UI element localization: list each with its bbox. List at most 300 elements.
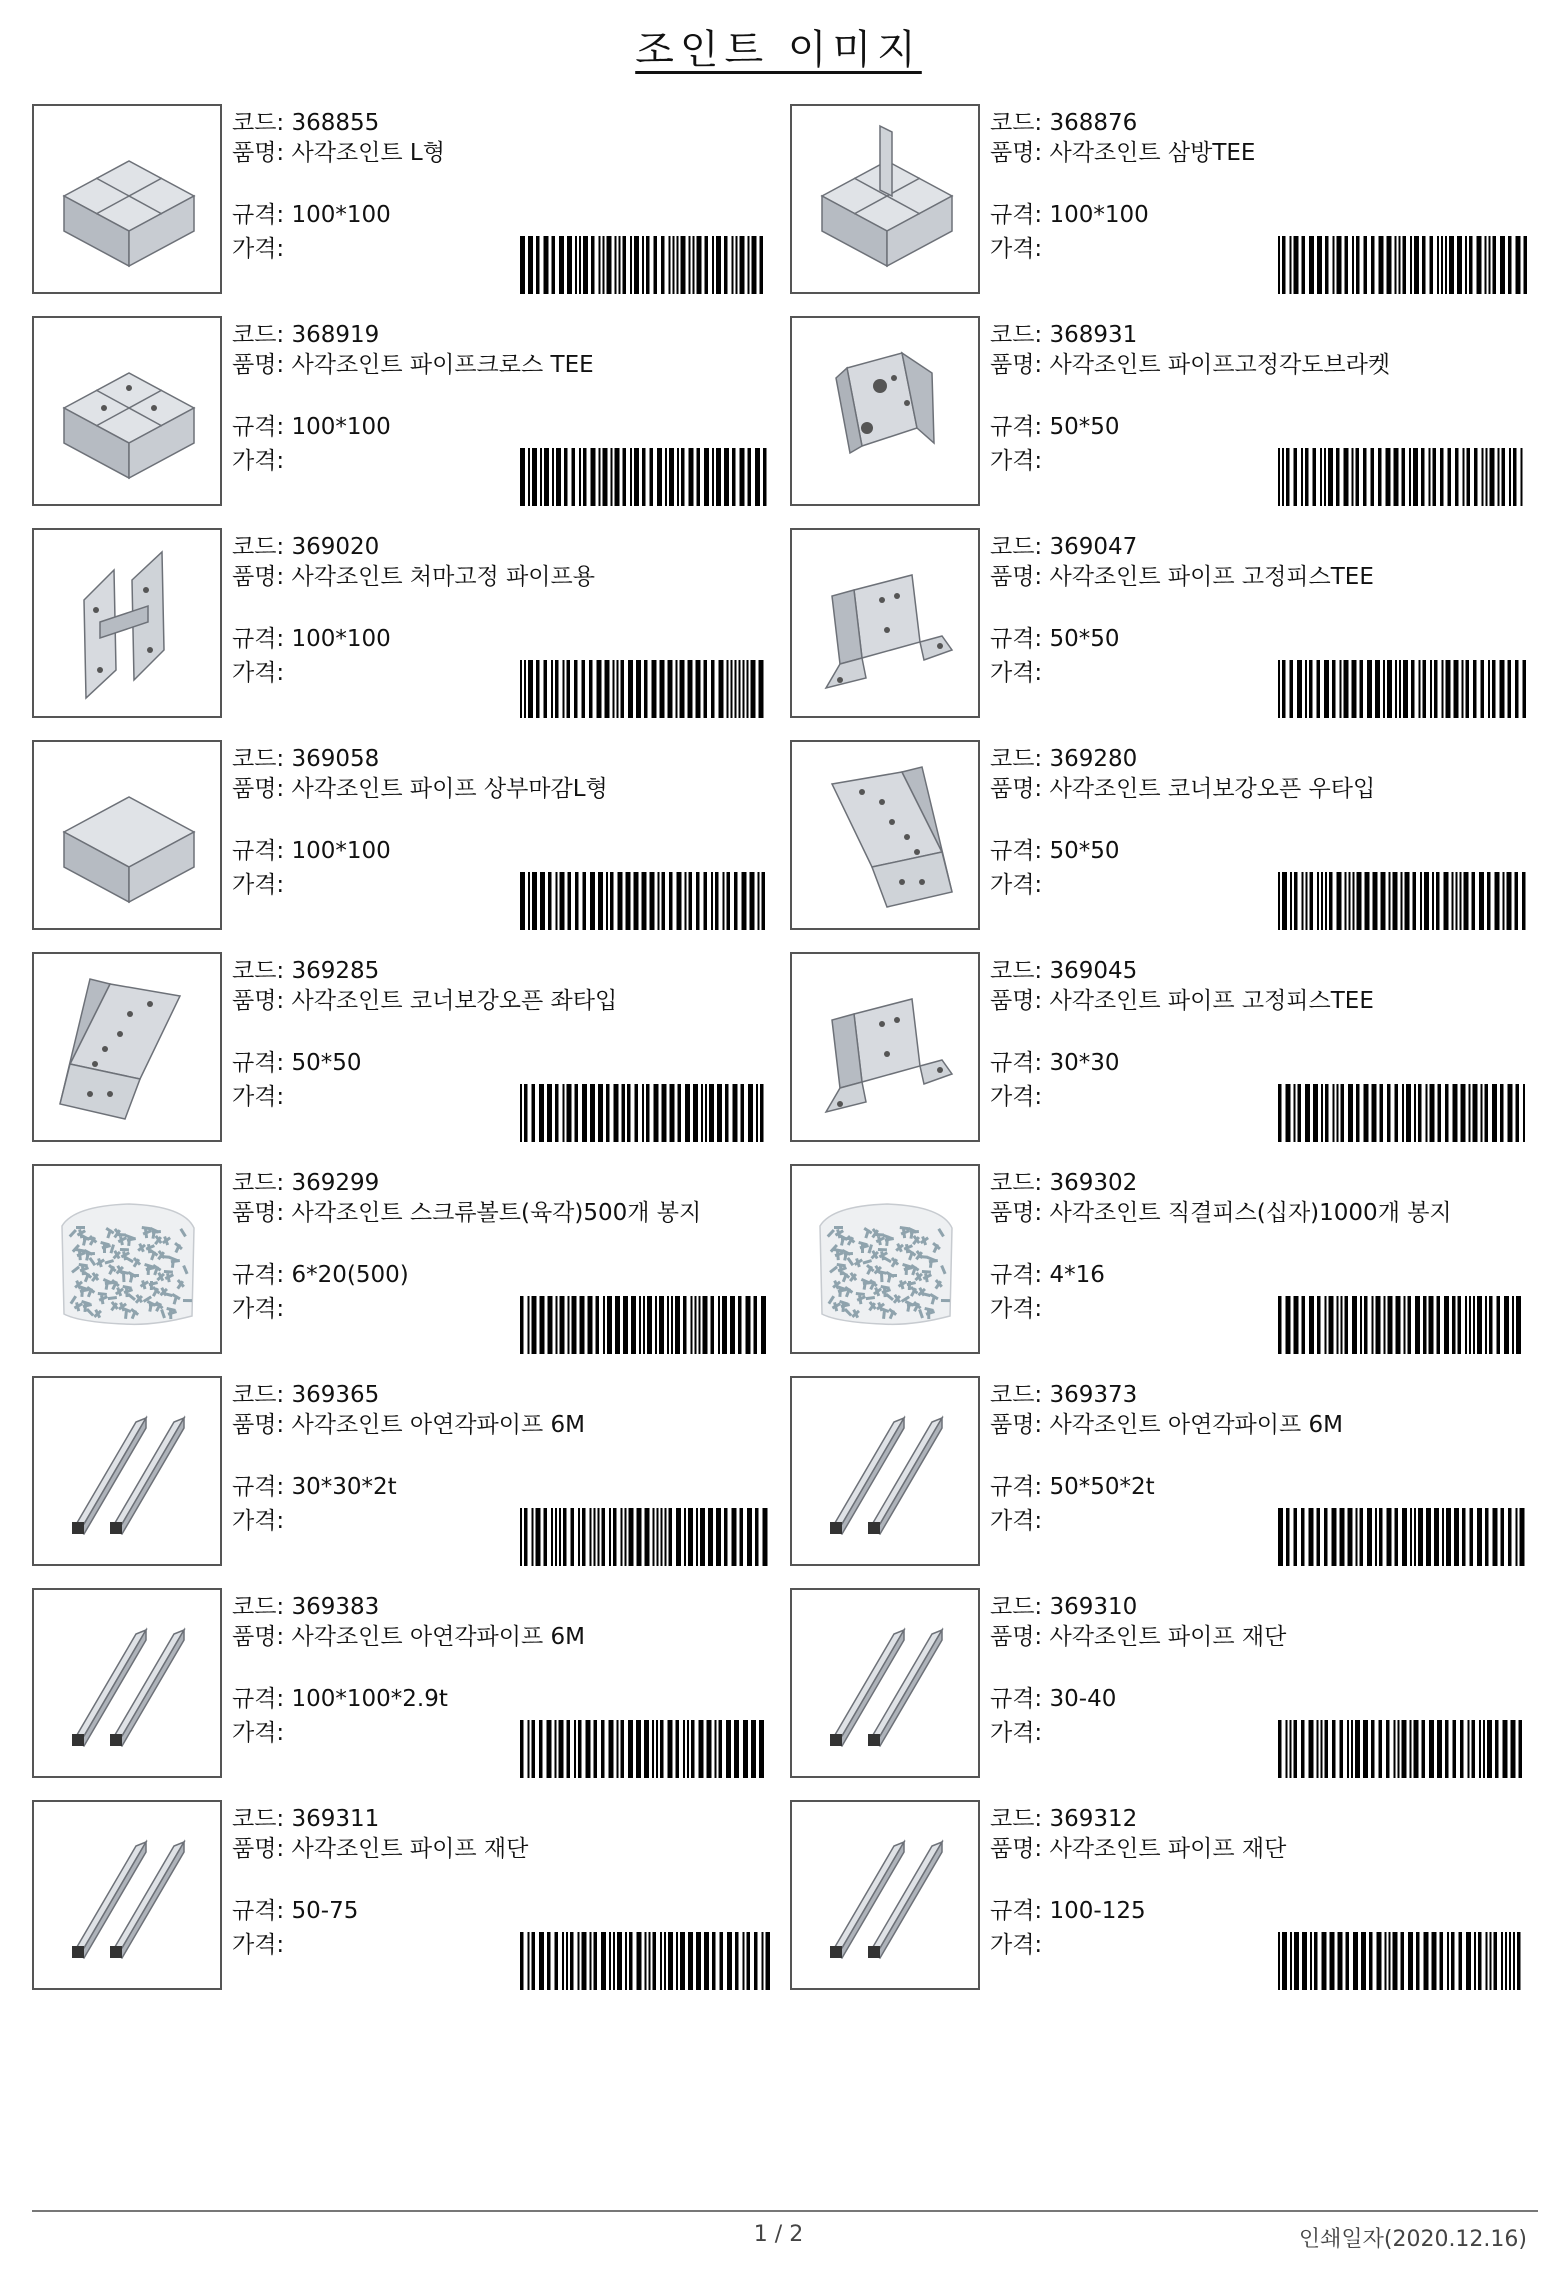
barcode-bar: [560, 1296, 565, 1354]
product-card: [790, 1800, 1530, 1990]
barcode-bar: [1468, 1720, 1470, 1778]
barcode-bar: [655, 1296, 657, 1354]
product-name: 품명: 사각조인트 L형: [232, 140, 445, 166]
barcode-bar: [1444, 872, 1449, 930]
barcode-bar: [1516, 1084, 1520, 1142]
barcode-bar: [676, 1720, 680, 1778]
barcode-bar: [1460, 872, 1462, 930]
barcode-bar: [1477, 236, 1482, 294]
barcode-bar: [578, 1932, 580, 1990]
barcode-bar: [1485, 1084, 1489, 1142]
barcode-bar: [1444, 1296, 1449, 1354]
barcode-bar: [1290, 236, 1292, 294]
barcode-bar: [676, 1508, 681, 1566]
barcode-bar: [532, 1296, 537, 1354]
barcode-bar: [1294, 448, 1298, 506]
product-name: 품명: 사각조인트 아연각파이프 6M: [232, 1412, 585, 1438]
barcode-bar: [1394, 1720, 1396, 1778]
barcode-bar: [762, 1932, 764, 1990]
print-date: 인쇄일자(2020.12.16): [1298, 2227, 1527, 2252]
barcode-bar: [677, 872, 682, 930]
barcode-bar: [645, 1508, 650, 1566]
barcode-bar: [1309, 1296, 1314, 1354]
barcode-bar: [731, 660, 733, 718]
barcode-bar: [1501, 1508, 1505, 1566]
barcode-bar: [1320, 448, 1322, 506]
barcode-bar: [520, 236, 525, 294]
barcode-bar: [1498, 448, 1500, 506]
product-card: [790, 952, 1530, 1142]
barcode-bar: [1501, 1932, 1503, 1990]
barcode-bar: [589, 660, 593, 718]
barcode-bar: [645, 1932, 647, 1990]
barcode-bar: [1472, 1720, 1476, 1778]
barcode-bar: [583, 872, 587, 930]
barcode-bar: [643, 1296, 645, 1354]
barcode-bar: [1430, 1084, 1435, 1142]
barcode-bar: [1408, 1296, 1412, 1354]
barcode-bar: [1503, 872, 1505, 930]
barcode-bar: [724, 236, 728, 294]
barcode: [520, 1296, 770, 1354]
bracket-pipe-cross-tee-icon: [34, 318, 220, 504]
product-price: 가격:: [232, 872, 285, 898]
barcode-bar: [578, 1720, 582, 1778]
barcode-bar: [524, 660, 526, 718]
barcode-bar: [574, 660, 578, 718]
barcode-bar: [1395, 236, 1397, 294]
barcode-bar: [1429, 1720, 1434, 1778]
product-image: [790, 528, 980, 718]
barcode-bar: [598, 872, 603, 930]
barcode-bar: [623, 1296, 628, 1354]
barcode-bar: [1405, 872, 1410, 930]
barcode-bar: [1462, 1508, 1466, 1566]
product-name: 품명: 사각조인트 파이프 상부마감L형: [232, 776, 608, 802]
product-code: 코드: 368855: [232, 110, 380, 136]
barcode-bar: [1282, 448, 1284, 506]
barcode-bar: [1477, 1296, 1482, 1354]
barcode-bar: [568, 1296, 570, 1354]
product-image: [32, 528, 222, 718]
barcode-bar: [562, 1932, 564, 1990]
barcode-bar: [1317, 1720, 1319, 1778]
barcode-bar: [1325, 236, 1329, 294]
barcode: [520, 448, 770, 506]
barcode-bar: [664, 1932, 666, 1990]
barcode-bar: [1385, 1932, 1387, 1990]
barcode-bar: [1305, 1084, 1310, 1142]
product-card: [790, 1164, 1530, 1354]
barcode-bar: [1389, 872, 1391, 930]
barcode-bar: [631, 1296, 636, 1354]
barcode-bar: [636, 1720, 641, 1778]
barcode-bar: [539, 1084, 544, 1142]
barcode-bar: [556, 1296, 558, 1354]
barcode-bar: [613, 660, 615, 718]
barcode-bar: [1294, 1508, 1298, 1566]
barcode-bar: [1466, 1932, 1471, 1990]
square-pipe-icon: [792, 1802, 978, 1988]
barcode-bar: [695, 1296, 697, 1354]
product-price: 가격:: [990, 660, 1043, 686]
barcode-bar: [547, 1084, 552, 1142]
barcode-bar: [1416, 1932, 1420, 1990]
barcode-bar: [571, 1508, 575, 1566]
product-name: 품명: 사각조인트 아연각파이프 6M: [990, 1412, 1343, 1438]
barcode-bar: [699, 1720, 704, 1778]
barcode-bar: [748, 448, 752, 506]
square-pipe-icon: [34, 1378, 220, 1564]
barcode-bar: [675, 1296, 680, 1354]
barcode-bar: [1453, 1720, 1457, 1778]
barcode-bar: [742, 872, 747, 930]
barcode-bar: [708, 1508, 713, 1566]
barcode-bar: [1493, 1508, 1498, 1566]
barcode-bar: [588, 1296, 593, 1354]
barcode-bar: [1372, 1084, 1377, 1142]
product-price: 가격:: [232, 660, 285, 686]
product-spec: 규격: 100*100: [232, 626, 391, 652]
barcode-bar: [572, 448, 576, 506]
barcode-bar: [520, 1720, 524, 1778]
barcode-bar: [739, 660, 741, 718]
barcode-bar: [536, 236, 540, 294]
barcode-bar: [579, 236, 581, 294]
barcode-bar: [1418, 1508, 1423, 1566]
product-price: 가격:: [232, 1084, 285, 1110]
barcode-bar: [1357, 872, 1362, 930]
barcode-bar: [716, 1508, 721, 1566]
product-code: 코드: 369383: [232, 1594, 380, 1620]
barcode-bar: [1321, 1084, 1323, 1142]
barcode-bar: [662, 1084, 667, 1142]
barcode-bar: [1469, 236, 1473, 294]
barcode-bar: [1332, 1720, 1336, 1778]
barcode-bar: [1465, 1296, 1467, 1354]
barcode-bar: [1446, 1508, 1451, 1566]
barcode-bar: [709, 1084, 714, 1142]
barcode-bar: [704, 872, 708, 930]
barcode-bar: [583, 236, 588, 294]
barcode-bar: [1452, 1296, 1456, 1354]
barcode-bar: [520, 1084, 522, 1142]
product-price: 가격:: [990, 236, 1043, 262]
barcode-bar: [1372, 1296, 1374, 1354]
barcode-bar: [669, 872, 673, 930]
product-name: 품명: 사각조인트 코너보강오픈 좌타입: [232, 988, 618, 1014]
product-code: 코드: 369311: [232, 1806, 380, 1832]
barcode-bar: [1344, 660, 1349, 718]
barcode-bar: [1459, 1932, 1463, 1990]
barcode-bar: [685, 872, 687, 930]
barcode-bar: [1490, 448, 1495, 506]
barcode-bar: [1282, 236, 1286, 294]
barcode: [1278, 236, 1528, 294]
barcode-bar: [1371, 236, 1375, 294]
barcode-bar: [1461, 1084, 1466, 1142]
barcode-bar: [528, 448, 530, 506]
barcode: [520, 660, 770, 718]
barcode-bar: [1486, 1932, 1488, 1990]
barcode-bar: [1375, 1508, 1377, 1566]
barcode-bar: [700, 1508, 705, 1566]
product-name: 품명: 사각조인트 아연각파이프 6M: [232, 1624, 585, 1650]
barcode-bar: [540, 448, 542, 506]
barcode-bar: [723, 872, 725, 930]
barcode-bar: [1432, 1932, 1437, 1990]
barcode-bar: [1454, 1508, 1459, 1566]
barcode-bar: [599, 448, 601, 506]
screw-bag-icon: [792, 1166, 978, 1352]
barcode-bar: [567, 1720, 571, 1778]
barcode-bar: [1464, 872, 1469, 930]
barcode-bar: [1348, 1084, 1353, 1142]
barcode-bar: [1463, 448, 1465, 506]
barcode-bar: [1302, 236, 1306, 294]
barcode-bar: [1441, 236, 1443, 294]
barcode-bar: [1294, 1720, 1298, 1778]
barcode-bar: [1364, 236, 1368, 294]
barcode-bar: [1440, 1932, 1444, 1990]
barcode-bar: [1470, 1508, 1474, 1566]
barcode-bar: [730, 1296, 735, 1354]
barcode-bar: [740, 448, 745, 506]
barcode-bar: [1349, 872, 1351, 930]
barcode-bar: [1437, 1720, 1442, 1778]
barcode-bar: [1426, 1508, 1431, 1566]
barcode-bar: [661, 1508, 663, 1566]
barcode-bar: [1297, 660, 1302, 718]
barcode-bar: [1393, 1932, 1398, 1990]
barcode-bar: [677, 236, 679, 294]
barcode-bar: [1309, 236, 1314, 294]
barcode: [520, 1084, 770, 1142]
barcode-bar: [597, 660, 602, 718]
product-image: [790, 952, 980, 1142]
barcode-bar: [658, 872, 660, 930]
barcode-bar: [669, 448, 674, 506]
product-image: [32, 740, 222, 930]
barcode-bar: [1402, 1720, 1407, 1778]
barcode-bar: [740, 236, 745, 294]
barcode-bar: [1520, 1508, 1525, 1566]
barcode-bar: [1492, 1084, 1497, 1142]
barcode-bar: [615, 448, 620, 506]
barcode-bar: [1386, 1720, 1390, 1778]
barcode-bar: [575, 1084, 579, 1142]
barcode-bar: [1290, 872, 1292, 930]
barcode-bar: [734, 872, 738, 930]
product-code: 코드: 369047: [990, 534, 1138, 560]
square-pipe-icon: [792, 1590, 978, 1776]
barcode-bar: [650, 872, 655, 930]
barcode-bar: [630, 448, 632, 506]
barcode-bar: [1454, 660, 1459, 718]
product-spec: 규격: 100*100: [232, 838, 391, 864]
barcode-bar: [667, 1296, 669, 1354]
barcode-bar: [722, 1296, 727, 1354]
barcode-bar: [1278, 660, 1280, 718]
barcode-bar: [1328, 448, 1333, 506]
barcode-bar: [1515, 872, 1519, 930]
barcode-bar: [652, 1720, 654, 1778]
bracket-top-cap-l-icon: [34, 742, 220, 928]
product-image: [32, 1376, 222, 1566]
product-card: [790, 316, 1530, 506]
barcode-bar: [609, 1508, 611, 1566]
barcode-bar: [618, 872, 623, 930]
barcode-bar: [598, 1084, 603, 1142]
barcode-bar: [696, 660, 701, 718]
barcode-bar: [1467, 448, 1471, 506]
product-price: 가격:: [990, 448, 1043, 474]
barcode-bar: [611, 448, 613, 506]
barcode-bar: [1337, 236, 1342, 294]
barcode-bar: [1404, 1296, 1406, 1354]
barcode-bar: [1325, 1720, 1329, 1778]
barcode: [1278, 448, 1528, 506]
barcode-bar: [1490, 1932, 1492, 1990]
barcode-bar: [556, 448, 561, 506]
barcode-bar: [1508, 1508, 1512, 1566]
barcode-bar: [756, 1084, 758, 1142]
barcode-bar: [1422, 1720, 1426, 1778]
product-image: [790, 740, 980, 930]
barcode-bar: [1512, 1296, 1514, 1354]
page-number: 1 / 2: [753, 2222, 804, 2247]
product-spec: 규격: 100*100: [232, 414, 391, 440]
barcode-bar: [1442, 660, 1444, 718]
product-card: [790, 740, 1530, 930]
barcode-bar: [1378, 448, 1382, 506]
bracket-u-clamp-icon: [792, 954, 978, 1140]
barcode-bar: [582, 1508, 586, 1566]
barcode-bar: [528, 1932, 530, 1990]
barcode-bar: [701, 1084, 703, 1142]
barcode-bar: [544, 660, 548, 718]
barcode-bar: [691, 1720, 695, 1778]
barcode-bar: [572, 1296, 577, 1354]
barcode-bar: [1344, 448, 1349, 506]
barcode-bar: [1509, 1932, 1511, 1990]
barcode: [520, 1508, 770, 1566]
barcode-bar: [659, 1296, 664, 1354]
barcode-bar: [665, 448, 667, 506]
barcode-bar: [1371, 1720, 1375, 1778]
barcode-bar: [684, 1508, 686, 1566]
barcode: [520, 236, 770, 294]
barcode-bar: [568, 872, 572, 930]
barcode-bar: [637, 1932, 642, 1990]
barcode-bar: [1403, 660, 1408, 718]
barcode-bar: [548, 872, 552, 930]
barcode-bar: [532, 1508, 534, 1566]
product-name: 품명: 사각조인트 스크류볼트(육각)500개 봉지: [232, 1200, 702, 1226]
barcode-bar: [1469, 1084, 1471, 1142]
barcode-bar: [766, 1932, 771, 1990]
barcode-bar: [580, 1296, 585, 1354]
barcode-bar: [1356, 236, 1360, 294]
barcode: [1278, 1720, 1528, 1778]
barcode-bar: [606, 872, 608, 930]
barcode-bar: [1352, 236, 1354, 294]
barcode-bar: [735, 1932, 739, 1990]
barcode-bar: [528, 1720, 530, 1778]
barcode-bar: [1489, 1296, 1493, 1354]
barcode-bar: [1337, 1296, 1339, 1354]
barcode-bar: [623, 236, 627, 294]
barcode-bar: [1309, 1508, 1314, 1566]
barcode-bar: [1502, 448, 1506, 506]
barcode-bar: [1403, 236, 1407, 294]
barcode-bar: [1516, 1508, 1518, 1566]
barcode-bar: [1410, 1508, 1412, 1566]
product-card: [790, 1588, 1530, 1778]
barcode-bar: [1402, 448, 1406, 506]
barcode-bar: [1513, 448, 1517, 506]
barcode-bar: [661, 236, 665, 294]
barcode-bar: [676, 660, 678, 718]
barcode-bar: [735, 660, 737, 718]
barcode-bar: [761, 1296, 766, 1354]
barcode-bar: [555, 1508, 557, 1566]
page-title: 조인트 이미지: [635, 27, 922, 73]
barcode-bar: [1352, 448, 1354, 506]
product-card: [32, 1588, 772, 1778]
barcode-bar: [1513, 1932, 1515, 1990]
barcode-bar: [1309, 660, 1313, 718]
barcode-bar: [625, 1508, 627, 1566]
barcode-bar: [1474, 1932, 1476, 1990]
barcode-bar: [741, 1084, 745, 1142]
barcode-bar: [716, 448, 721, 506]
barcode-bar: [693, 1084, 698, 1142]
barcode-bar: [1485, 236, 1487, 294]
barcode-bar: [1430, 660, 1432, 718]
barcode-bar: [1317, 660, 1321, 718]
barcode-bar: [680, 1932, 685, 1990]
barcode-bar: [712, 1932, 716, 1990]
barcode-bar: [717, 1084, 722, 1142]
barcode-bar: [750, 872, 755, 930]
barcode-bar: [1360, 1508, 1364, 1566]
barcode-bar: [1452, 872, 1454, 930]
barcode-bar: [563, 660, 565, 718]
barcode-bar: [559, 236, 564, 294]
barcode-bar: [539, 1932, 544, 1990]
barcode: [520, 1932, 770, 1990]
barcode-bar: [1301, 1720, 1305, 1778]
barcode-bar: [1324, 1508, 1328, 1566]
product-name: 품명: 사각조인트 처마고정 파이프용: [232, 564, 595, 590]
product-spec: 규격: 50*50: [990, 838, 1120, 864]
barcode-bar: [574, 1720, 576, 1778]
barcode-bar: [743, 1720, 748, 1778]
barcode-bar: [1337, 872, 1342, 930]
barcode-bar: [670, 1084, 675, 1142]
barcode-bar: [697, 236, 702, 294]
barcode-bar: [1278, 1720, 1282, 1778]
barcode-bar: [1294, 1932, 1299, 1990]
barcode-bar: [563, 1508, 567, 1566]
barcode-bar: [1399, 236, 1401, 294]
barcode-bar: [1495, 872, 1500, 930]
product-image: [32, 952, 222, 1142]
barcode-bar: [570, 1932, 574, 1990]
barcode: [520, 1720, 770, 1778]
product-price: 가격:: [232, 1508, 285, 1534]
